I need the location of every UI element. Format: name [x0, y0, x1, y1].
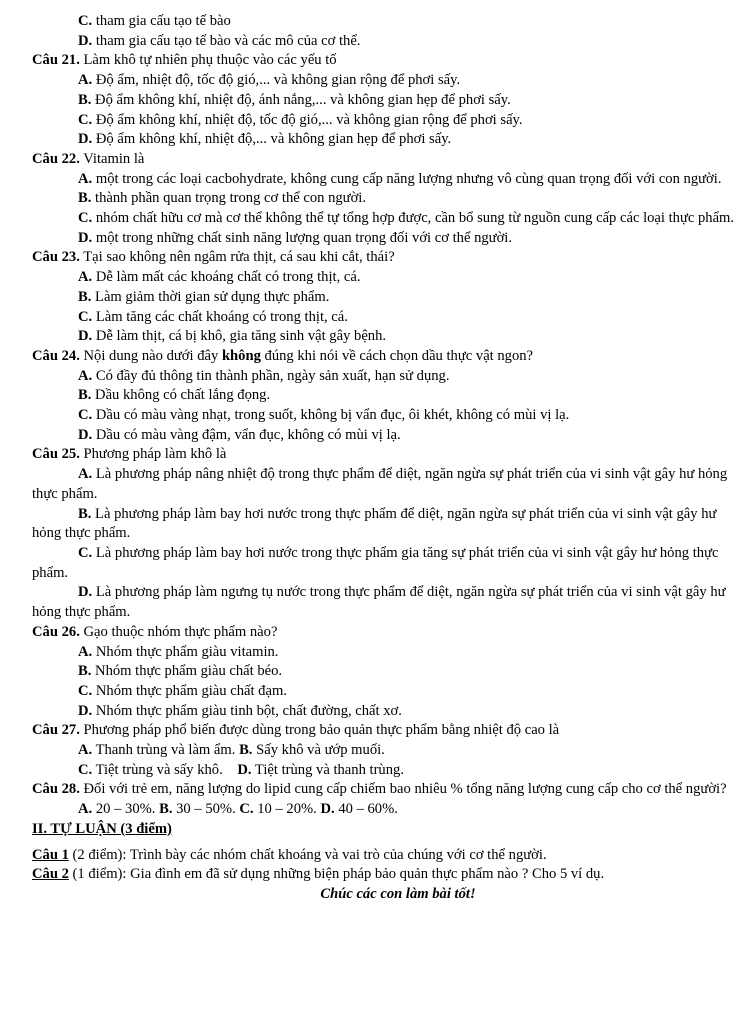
- option-text: 30 – 50%.: [172, 801, 240, 818]
- essay-question-2: [0, 865, 756, 885]
- option-line: [0, 662, 756, 682]
- question-24: [0, 347, 756, 367]
- option-letter: A.: [78, 72, 93, 89]
- option-letter: C.: [239, 801, 254, 818]
- question-26: [0, 623, 756, 643]
- question-22: [0, 150, 756, 170]
- option-line: [0, 426, 756, 446]
- option-letter: A.: [78, 643, 93, 660]
- option-text: một trong các loại cacbohydrate, không cung cấp năng lượng nhưng vô cùng quan trọng đối với con người.: [92, 170, 722, 187]
- option-text: Độ ẩm không khí, nhiệt độ, tốc độ gió,... và không gian rộng để phơi sấy.: [92, 111, 523, 128]
- option-line: [0, 189, 756, 209]
- option-text: Nhóm thực phẩm giàu vitamin.: [92, 643, 279, 660]
- option-text: 40 – 60%.: [334, 801, 398, 818]
- option-letter: A.: [78, 466, 93, 483]
- option-letter: B.: [78, 505, 92, 522]
- question-text: Làm khô tự nhiên phụ thuộc vào các yếu tố: [79, 52, 337, 69]
- question-text: Nội dung nào dưới đây: [79, 347, 222, 364]
- option-letter: A.: [78, 269, 93, 286]
- option-text: thành phần quan trọng trong cơ thể con người.: [91, 190, 367, 207]
- option-line: [0, 761, 756, 781]
- option-text: Là phương pháp làm bay hơi nước trong thực phẩm gia tăng sự phát triển của vi sinh vật gây hư hỏng thực phẩm.: [32, 544, 719, 581]
- option-text: Dầu có màu vàng đậm, vẩn đục, không có mùi vị lạ.: [92, 426, 401, 443]
- option-text: Là phương pháp làm ngưng tụ nước trong thực phẩm để diệt, ngăn ngừa sự phát triển của vi sinh vật gây hư hỏng thực phẩm.: [32, 584, 726, 621]
- question-emphasis: không: [221, 347, 261, 364]
- option-line: [0, 741, 756, 761]
- question-21: [0, 51, 756, 71]
- question-text: Vitamin là: [79, 150, 145, 167]
- question-text: Đối với trẻ em, năng lượng do lipid cung cấp chiếm bao nhiêu % tổng năng lượng cung cấp cho cơ thể người?: [79, 781, 727, 798]
- option-line: [0, 308, 756, 328]
- option-text: 20 – 30%.: [92, 801, 160, 818]
- question-25: [0, 445, 756, 465]
- option-letter: B.: [159, 801, 173, 818]
- option-text: Nhóm thực phẩm giàu chất béo.: [91, 663, 283, 680]
- option-text: Làm giảm thời gian sử dụng thực phẩm.: [91, 288, 330, 305]
- option-text: Dầu có màu vàng nhạt, trong suốt, không bị vẩn đục, ôi khét, không có mùi vị lạ.: [92, 407, 570, 424]
- question-text: Phương pháp làm khô là: [79, 446, 227, 463]
- option-letter: D.: [237, 761, 252, 778]
- option-line: [0, 12, 756, 32]
- option-letter: D.: [320, 801, 335, 818]
- option-text: Nhóm thực phẩm giàu tinh bột, chất đường, chất xơ.: [92, 702, 402, 719]
- question-text: Gạo thuộc nhóm thực phẩm nào?: [79, 623, 278, 640]
- option-letter: B.: [78, 190, 92, 207]
- option-text: tham gia cấu tạo tế bào: [92, 13, 231, 29]
- option-letter: B.: [78, 387, 92, 404]
- option-letter: D.: [78, 32, 93, 49]
- option-letter: C.: [78, 308, 93, 325]
- option-line: [0, 702, 756, 722]
- option-letter: A.: [78, 367, 93, 384]
- option-text: nhóm chất hữu cơ mà cơ thể không thể tự tổng hợp được, cần bổ sung từ nguồn cung cấp các loại thực phẩm.: [92, 210, 735, 227]
- option-line: [0, 170, 756, 190]
- option-text: Có đầy đủ thông tin thành phần, ngày sản xuất, hạn sử dụng.: [92, 367, 450, 384]
- option-line: [0, 386, 756, 406]
- option-line: [0, 229, 756, 249]
- option-letter: B.: [239, 742, 253, 759]
- option-text: Tiệt trùng và sấy khô.: [92, 761, 238, 778]
- option-text: Thanh trùng và làm ẩm.: [92, 742, 240, 759]
- option-line: [0, 682, 756, 702]
- option-text: Dễ làm thịt, cá bị khô, gia tăng sinh vật gây bệnh.: [92, 328, 387, 345]
- essay-text: (1 điểm): Gia đình em đã sử dụng những biện pháp bảo quản thực phẩm nào ? Cho 5 ví dụ.: [68, 866, 605, 883]
- option-line: [0, 130, 756, 150]
- section-heading: II. TỰ LUẬN (3 điểm): [32, 820, 172, 837]
- option-text: một trong những chất sinh năng lượng quan trọng đối với cơ thể người.: [92, 229, 513, 246]
- option-text: Độ ẩm, nhiệt độ, tốc độ gió,... và không gian rộng để phơi sấy.: [92, 72, 461, 89]
- question-text: đúng khi nói về cách chọn dầu thực vật ngon?: [260, 347, 534, 364]
- question-27: [0, 721, 756, 741]
- essay-text: (2 điểm): Trình bày các nhóm chất khoáng và vai trò của chúng với cơ thể người.: [68, 846, 547, 863]
- option-letter: C.: [78, 682, 93, 699]
- option-line: [0, 327, 756, 347]
- option-text: 10 – 20%.: [253, 801, 321, 818]
- option-text: tham gia cấu tạo tế bào và các mô của cơ thể.: [92, 32, 361, 49]
- option-line: [0, 643, 756, 663]
- option-line: [0, 544, 756, 583]
- essay-label: Câu 1: [32, 846, 69, 863]
- option-line: [0, 288, 756, 308]
- question-label: Câu 22.: [32, 150, 80, 167]
- question-label: Câu 24.: [32, 347, 80, 364]
- option-letter: C.: [78, 407, 93, 424]
- option-letter: B.: [78, 288, 92, 305]
- option-line: [0, 800, 756, 820]
- option-line: [0, 209, 756, 229]
- option-letter: C.: [78, 111, 93, 128]
- question-label: Câu 25.: [32, 446, 80, 463]
- option-line: [0, 583, 756, 622]
- option-text: Nhóm thực phẩm giàu chất đạm.: [92, 682, 287, 699]
- option-line: [0, 406, 756, 426]
- question-label: Câu 21.: [32, 52, 80, 69]
- essay-label: Câu 2: [32, 866, 69, 883]
- question-label: Câu 27.: [32, 722, 80, 739]
- option-line: [0, 465, 756, 504]
- option-letter: D.: [78, 584, 93, 601]
- option-letter: D.: [78, 328, 93, 345]
- option-text: Độ ẩm không khí, nhiệt độ,... và không gian hẹp để phơi sấy.: [92, 131, 452, 148]
- option-text: Dễ làm mất các khoáng chất có trong thịt, cá.: [92, 269, 361, 286]
- option-letter: D.: [78, 426, 93, 443]
- question-label: Câu 23.: [32, 249, 80, 266]
- option-line: [0, 71, 756, 91]
- option-letter: B.: [78, 91, 92, 108]
- option-line: [0, 268, 756, 288]
- option-line: [0, 91, 756, 111]
- option-text: Dầu không có chất lắng đọng.: [91, 387, 271, 404]
- option-letter: D.: [78, 131, 93, 148]
- option-text: Độ ẩm không khí, nhiệt độ, ánh nắng,... và không gian hẹp để phơi sấy.: [91, 91, 511, 108]
- closing-message: Chúc các con làm bài tốt!: [320, 885, 476, 902]
- option-line: [0, 505, 756, 544]
- question-label: Câu 28.: [32, 781, 80, 798]
- option-letter: D.: [78, 229, 93, 246]
- option-text: Tiệt trùng và thanh trùng.: [251, 761, 404, 778]
- option-letter: C.: [78, 13, 93, 29]
- option-line: [0, 32, 756, 52]
- question-28: [0, 780, 756, 800]
- question-text: Tại sao không nên ngâm rửa thịt, cá sau khi cắt, thái?: [79, 249, 395, 266]
- option-text: Sấy khô và ướp muối.: [252, 742, 385, 759]
- option-letter: C.: [78, 761, 93, 778]
- question-label: Câu 26.: [32, 623, 80, 640]
- option-text: Làm tăng các chất khoáng có trong thịt, cá.: [92, 308, 348, 325]
- option-text: Là phương pháp làm bay hơi nước trong thực phẩm để diệt, ngăn ngừa sự phát triển của vi sinh vật gây hư hỏng thực phẩm.: [32, 505, 717, 542]
- option-letter: C.: [78, 544, 93, 561]
- option-letter: D.: [78, 702, 93, 719]
- essay-question-1: [0, 846, 756, 866]
- option-line: [0, 367, 756, 387]
- question-text: Phương pháp phổ biến được dùng trong bảo quản thực phẩm bằng nhiệt độ cao là: [79, 722, 560, 739]
- option-letter: A.: [78, 742, 93, 759]
- option-letter: B.: [78, 663, 92, 680]
- option-line: [0, 111, 756, 131]
- option-letter: A.: [78, 170, 93, 187]
- option-letter: A.: [78, 801, 93, 818]
- option-letter: C.: [78, 210, 93, 227]
- question-23: [0, 248, 756, 268]
- option-text: Là phương pháp nâng nhiệt độ trong thực phẩm để diệt, ngăn ngừa sự phát triển của vi sinh vật gây hư hỏng thực phẩm.: [32, 466, 728, 502]
